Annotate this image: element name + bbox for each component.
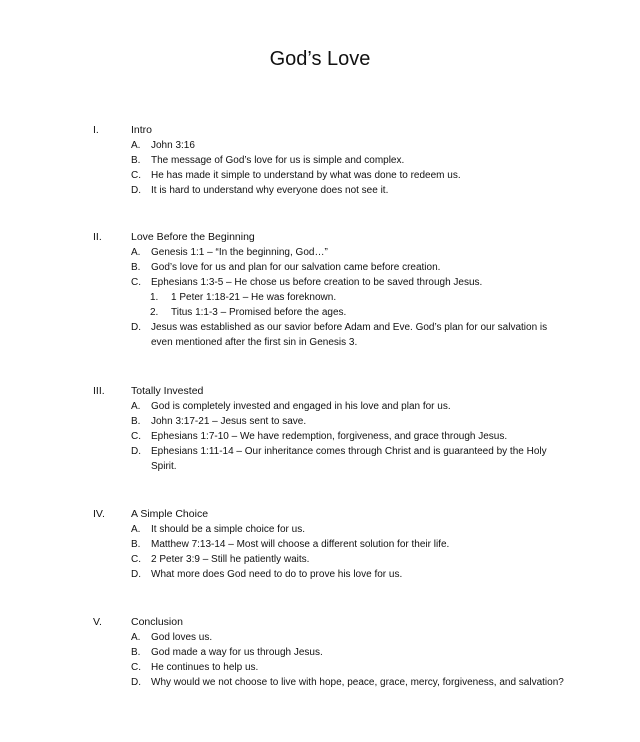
item-text: God is completely invested and engaged in his love and plan for us.: [151, 401, 451, 412]
item-marker: B.: [131, 262, 141, 273]
sub-list-item: [0, 305, 640, 320]
list-item: [0, 245, 640, 260]
list-item: [0, 660, 640, 675]
item-marker: D.: [131, 446, 141, 457]
list-item: [0, 537, 640, 552]
section-items: [0, 630, 640, 690]
item-text: Genesis 1:1 – “In the beginning, God…”: [151, 247, 328, 258]
section-title: Intro: [131, 124, 153, 136]
list-item: [0, 645, 640, 660]
item-marker: C.: [131, 662, 141, 673]
sub-item-marker: 1.: [150, 292, 159, 303]
item-marker: C.: [131, 170, 141, 181]
list-item: [0, 168, 640, 183]
section-items: [0, 399, 640, 474]
list-item: [0, 429, 640, 444]
list-item: [0, 522, 640, 537]
item-text: The message of God’s love for us is simple and complex.: [151, 155, 405, 166]
item-text: Jesus was established as our savior before Adam and Eve. God’s plan for our salvation is even mentioned after the first sin in Genesis 3.: [151, 322, 548, 348]
item-marker: A.: [131, 524, 141, 535]
list-item: [0, 153, 640, 168]
list-item: [0, 183, 640, 198]
section-numeral: I.: [93, 124, 99, 136]
item-marker: C.: [131, 431, 141, 442]
item-marker: A.: [131, 140, 141, 151]
item-text: It should be a simple choice for us.: [151, 524, 305, 535]
item-text: It is hard to understand why everyone does not see it.: [151, 185, 389, 196]
section-title: A Simple Choice: [131, 508, 209, 520]
section-title: Love Before the Beginning: [131, 231, 255, 243]
item-text: Ephesians 1:3-5 – He chose us before creation to be saved through Jesus.: [151, 277, 483, 288]
item-text: God loves us.: [151, 632, 213, 643]
section-numeral: II.: [93, 231, 102, 243]
item-text: God’s love for us and plan for our salvation came before creation.: [151, 262, 441, 273]
section-title: Totally Invested: [131, 385, 204, 397]
section-numeral: III.: [93, 385, 105, 397]
item-text: 2 Peter 3:9 – Still he patiently waits.: [151, 554, 310, 565]
sub-item-text: Titus 1:1-3 – Promised before the ages.: [171, 307, 347, 318]
section-title: Conclusion: [131, 616, 183, 628]
list-item: [0, 399, 640, 414]
list-item: [0, 630, 640, 645]
list-item: [0, 260, 640, 275]
item-text: He has made it simple to understand by what was done to redeem us.: [151, 170, 461, 181]
item-marker: C.: [131, 554, 141, 565]
list-item: [0, 320, 640, 350]
sub-list-item: [0, 290, 640, 305]
section-items: [0, 138, 640, 198]
list-item: [0, 567, 640, 582]
item-marker: B.: [131, 155, 141, 166]
list-item: [0, 275, 640, 290]
item-text: Ephesians 1:11-14 – Our inheritance comes through Christ and is guaranteed by the Holy Spirit.: [151, 446, 547, 472]
item-text: Ephesians 1:7-10 – We have redemption, forgiveness, and grace through Jesus.: [151, 431, 508, 442]
item-text: God made a way for us through Jesus.: [151, 647, 323, 658]
item-text: What more does God need to do to prove his love for us.: [151, 569, 403, 580]
item-marker: D.: [131, 569, 141, 580]
item-text: He continues to help us.: [151, 662, 259, 673]
sub-item-text: 1 Peter 1:18-21 – He was foreknown.: [171, 292, 337, 303]
item-marker: A.: [131, 401, 141, 412]
item-marker: C.: [131, 277, 141, 288]
section-items: [0, 245, 640, 350]
list-item: [0, 138, 640, 153]
item-marker: A.: [131, 632, 141, 643]
item-marker: D.: [131, 185, 141, 196]
section-numeral: V.: [93, 616, 102, 628]
item-marker: B.: [131, 416, 141, 427]
list-item: [0, 414, 640, 429]
item-marker: D.: [131, 322, 141, 333]
sub-item-marker: 2.: [150, 307, 159, 318]
list-item: [0, 552, 640, 567]
item-text: John 3:16: [151, 140, 195, 151]
list-item: [0, 675, 640, 690]
item-marker: B.: [131, 539, 141, 550]
item-text: John 3:17-21 – Jesus sent to save.: [151, 416, 307, 427]
item-text: Matthew 7:13-14 – Most will choose a different solution for their life.: [151, 539, 450, 550]
item-marker: B.: [131, 647, 141, 658]
document-title: God’s Love: [269, 48, 371, 70]
section-items: [0, 522, 640, 582]
item-text: Why would we not choose to live with hope, peace, grace, mercy, forgiveness, and salvation?: [151, 677, 564, 688]
item-marker: A.: [131, 247, 141, 258]
item-marker: D.: [131, 677, 141, 688]
list-item: [0, 444, 640, 474]
section-numeral: IV.: [93, 508, 105, 520]
